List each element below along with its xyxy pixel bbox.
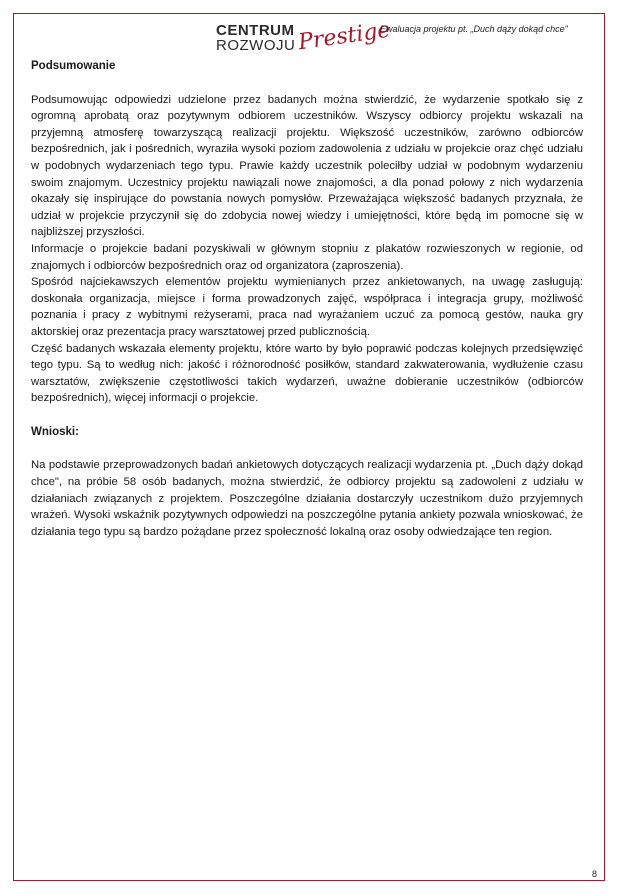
summary-heading: Podsumowanie [31,60,116,72]
summary-paragraph-2: Informacje o projekcie badani pozyskiwali w głównym stopniu z plakatów rozwieszonych w regionie, od znajomych i odbiorców bezpośrednich oraz od organizatora (zaproszenia). [31,242,583,272]
summary-paragraph-4: Część badanych wskazała elementy projektu, które warto by było poprawić podczas kolejnych przedsięwzięć tego typu. Są to według nich: jakość i różnorodność posiłków, standard zakwaterowania, wydłużenie czasu warsztatów, zwiększenie częstotliwości takich wydarzeń, uważne dobieranie uczestników (odbiorców bezpośrednich), więcej informacji o projekcie. [31,342,583,405]
logo-line2: ROZWOJU [216,37,296,54]
centrum-rozwoju-prestige-logo [216,17,392,58]
logo-script: Prestige [296,17,392,56]
summary-paragraph-1: Podsumowując odpowiedzi udzielone przez badanych można stwierdzić, że wydarzenie spotkało się z ogromną aprobatą oraz pozytywnym odbiorem uczestników. Wszyscy odbiorcy projektu wskazali na przyjemną atmosferę towarzyszącą realizacji projektu. Większość uczestników, zarówno odbiorców bezpośrednich, jak i pośrednich, wyraziła wysoki poziom zadowolenia z udziału w projekcie oraz chęć udziału w podobnych wydarzeniach tego typu. Prawie każdy uczestnik poleciłby udział w podobnym wydarzeniu swoim znajomym. Uczestnicy projektu nawiązali nowe znajomości, a dla ponad połowy z nich wydarzenia okazały się inspirujące do powstania nowych pomysłów. Przeważająca większość badanych przyznała, że udział w projekcie przyczynił się do zdobycia nowej wiedzy i umiejętności, które będą im pomocne się w najbliższej przyszłości. [31,93,583,239]
conclusions-heading: Wnioski: [31,425,79,438]
conclusions-paragraph-1: Na podstawie przeprowadzonych badań ankietowych dotyczących realizacji wydarzenia pt. „Duch dąży dokąd chce", na próbie 58 osób badanych, można stwierdzić, że odbiorcy projektu są zadowoleni z udziału w działaniach związanych z projektem. Poszczególne działania dostarczyły uczestnikom dużo przyjemnych wrażeń. Wysoki wskaźnik pozytywnych odpowiedzi na poszczególne pytania ankiety pozwala wnioskować, że działania tego typu są bardzo pożądane przez społeczność lokalną oraz osoby odwiedzające ten region. [31,459,583,538]
page-number: 8 [592,869,598,879]
document-content [31,58,583,540]
summary-paragraph-3: Spośród najciekawszych elementów projektu wymienianych przez ankietowanych, na uwagę zasługują: doskonała organizacja, miejsce i forma prowadzonych zajęć, współpraca i integracja grupy, możliwość poznania i pracy z wybitnymi reżyserami, praca nad wyrażaniem uczuć za pomocą gestów, nauka gry aktorskiej oraz prezentacja pracy warsztatowej przed publicznością. [31,276,583,338]
logo-line1: CENTRUM [216,22,295,39]
document-header-title: Ewaluacja projektu pt. „Duch dąży dokąd chce" [380,24,568,34]
